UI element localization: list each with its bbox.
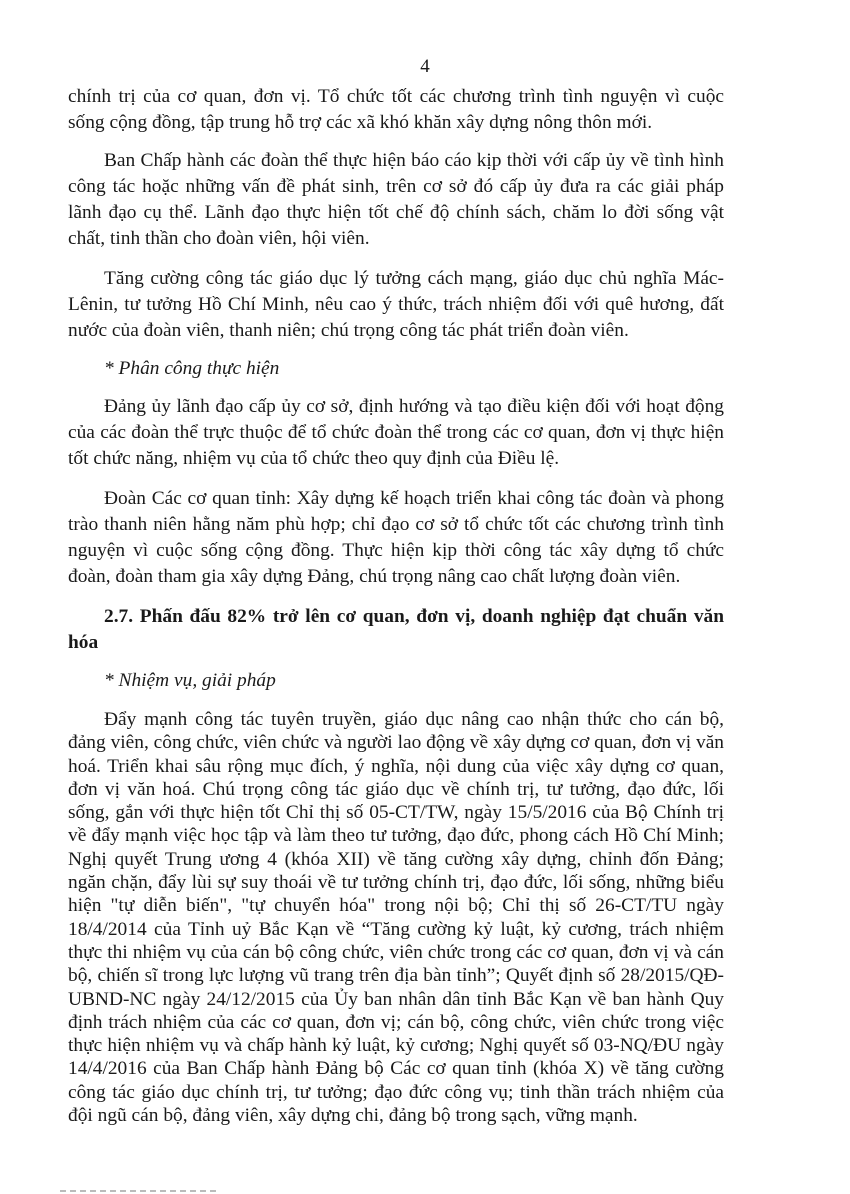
paragraph-ban-chap-hanh: Ban Chấp hành các đoàn thể thực hiện báo cáo kịp thời với cấp ủy về tình hình công tác hoặc những vấn đề phát sinh, trên cơ sở đó cấp ủy đưa ra các giải pháp lãnh đạo cụ thể. Lãnh đạo thực hiện tốt chế độ chính sách, chăm lo đời sống vật chất, tinh thần cho đoàn viên, hội viên.: [68, 150, 724, 249]
section-heading-2-7: 2.7. Phấn đấu 82% trở lên cơ quan, đơn vị, doanh nghiệp đạt chuẩn văn hóa: [68, 606, 724, 653]
paragraph-tang-cuong: Tăng cường công tác giáo dục lý tưởng cách mạng, giáo dục chủ nghĩa Mác-Lênin, tư tưởng Hồ Chí Minh, nêu cao ý thức, trách nhiệm đối với quê hương, đất nước của đoàn viên, thanh niên; chú trọng công tác phát triển đoàn viên.: [68, 268, 724, 341]
paragraph-continuation: chính trị của cơ quan, đơn vị. Tổ chức tốt các chương trình tình nguyện vì cuộc sống cộng đồng, tập trung hỗ trợ các xã khó khăn xây dựng nông thôn mới.: [68, 86, 724, 133]
subheading-nhiem-vu: * Nhiệm vụ, giải pháp: [104, 670, 276, 691]
document-body: [68, 84, 724, 1127]
page-number: 4: [420, 56, 430, 77]
paragraph-doan-cac-co-quan: Đoàn Các cơ quan tỉnh: Xây dựng kế hoạch triển khai công tác đoàn và phong trào thanh niên hằng năm phù hợp; chỉ đạo cơ sở tổ chức tốt các chương trình tình nguyện vì cuộc sống cộng đồng. Thực hiện kịp thời công tác xây dựng tổ chức đoàn, đoàn tham gia xây dựng Đảng, chú trọng nâng cao chất lượng đoàn viên.: [68, 488, 724, 587]
paragraph-dang-uy: Đảng ủy lãnh đạo cấp ủy cơ sở, định hướng và tạo điều kiện đối với hoạt động của các đoàn thể trực thuộc để tổ chức đoàn thể trong các cơ quan, đơn vị thực hiện tốt chức năng, nhiệm vụ của tổ chức theo quy định của Điều lệ.: [68, 396, 724, 469]
paragraph-day-manh: Đẩy mạnh công tác tuyên truyền, giáo dục nâng cao nhận thức cho cán bộ, đảng viên, công chức, viên chức và người lao động về xây dựng cơ quan, đơn vị văn hoá. Triển khai sâu rộng mục đích, ý nghĩa, nội dung của việc xây dựng cơ quan, đơn vị văn hoá. Chú trọng công tác giáo dục về chính trị, tư tưởng, đạo đức, lối sống, gắn với thực hiện tốt Chỉ thị số 05-CT/TW, ngày 15/5/2016 của Bộ Chính trị về đẩy mạnh việc học tập và làm theo tư tưởng, đạo đức, phong cách Hồ Chí Minh; Nghị quyết Trung ương 4 (khóa XII) về tăng cường xây dựng, chỉnh đốn Đảng; ngăn chặn, đẩy lùi sự suy thoái về tư tưởng chính trị, đạo đức, lối sống, những biểu hiện "tự diễn biến", "tự chuyển hóa" trong nội bộ; Chỉ thị số 26-CT/TU ngày 18/4/2014 của Tỉnh uỷ Bắc Kạn về “Tăng cường kỷ luật, kỷ cương, trách nhiệm thực thi nhiệm vụ của cán bộ công chức, viên chức trong các cơ quan, đơn vị và cán bộ, chiến sĩ trong lực lượng vũ trang trên địa bàn tỉnh”; Quyết định số 28/2015/QĐ-UBND-NC ngày 24/12/2015 của Ủy ban nhân dân tỉnh Bắc Kạn về ban hành Quy định trách nhiệm của các cơ quan, đơn vị; cán bộ, công chức, viên chức trong việc thực hiện nhiệm vụ và chấp hành kỷ luật, kỷ cương; Nghị quyết số 03-NQ/ĐU ngày 14/4/2016 của Ban Chấp hành Đảng bộ Các cơ quan tỉnh (khóa X) về tăng cường công tác giáo dục chính trị, tư tưởng; đạo đức công vụ; tinh thần trách nhiệm của đội ngũ cán bộ, đảng viên, xây dựng chi, đảng bộ trong sạch, vững mạnh.: [68, 709, 724, 1127]
scan-artifact-line: [60, 1190, 220, 1192]
subheading-phan-cong: * Phân công thực hiện: [104, 358, 280, 379]
